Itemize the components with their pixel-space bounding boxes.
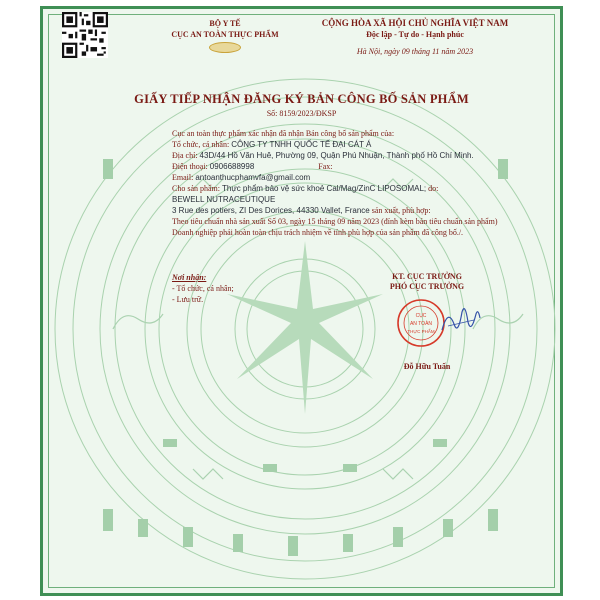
signer-role-line2: PHÓ CỤC TRƯỞNG xyxy=(389,282,465,291)
org-label: Tổ chức, cá nhân: xyxy=(172,140,230,149)
handwritten-signature xyxy=(438,300,484,340)
state-header xyxy=(300,18,530,57)
issuer-header xyxy=(170,18,280,53)
signer-name: Đỗ Hữu Tuấn xyxy=(403,362,451,371)
qr-code xyxy=(62,12,108,58)
product-row xyxy=(172,183,542,194)
document-number: Số: 8159/2023/ĐKSP xyxy=(266,109,337,118)
email-label: Email: xyxy=(172,173,194,182)
national-motto: Độc lập - Tự do - Hạnh phúc xyxy=(366,30,464,39)
address-row xyxy=(172,150,542,161)
org-value: CÔNG TY TNHH QUỐC TẾ ĐẠI CÁT Á xyxy=(231,140,372,149)
fax-label: Fax: xyxy=(318,162,333,171)
address-label: Địa chỉ: xyxy=(172,151,198,160)
email-value: antoanthucphamvfa@gmail.com xyxy=(195,173,311,182)
phone-label: Điện thoại: xyxy=(172,162,208,171)
address-value: 43D/44 Hồ Văn Huê, Phường 09, Quận Phú Nhuận, Thành phố Hồ Chí Minh. xyxy=(199,151,474,160)
department-name: CỤC AN TOÀN THỰC PHẨM xyxy=(171,30,279,39)
country-name: CỘNG HÒA XÃ HỘI CHỦ NGHĨA VIỆT NAM xyxy=(321,18,509,28)
department-emblem xyxy=(209,42,241,53)
document-title: GIẤY TIẾP NHẬN ĐĂNG KÝ BẢN CÔNG BỐ SẢN PHẨM xyxy=(134,92,469,106)
phone-row xyxy=(172,161,542,172)
recipients-heading: Nơi nhận: xyxy=(172,273,207,282)
maker-address: 3 Rue des potiers, ZI Des Dorices, 44330 Vallet, France xyxy=(172,206,370,215)
product-suffix: do: xyxy=(428,184,439,193)
product-label: Cho sản phẩm: xyxy=(172,184,220,193)
phone-value: 0906688998 xyxy=(209,162,255,171)
stamp-text-bottom: THỰC PHẨM xyxy=(407,329,435,334)
stamp-text-mid: AN TOÀN xyxy=(409,321,433,327)
responsibility-text: Doanh nghiệp phải hoàn toàn chịu trách nhiệm về tính phù hợp của sản phẩm đã công bố./. xyxy=(172,228,464,237)
email-row xyxy=(172,172,542,183)
ministry-name: BỘ Y TẾ xyxy=(209,19,241,28)
organization-row xyxy=(172,139,542,150)
intro-text: Cục an toàn thực phẩm xác nhận đã nhận Bản công bố sản phẩm của: xyxy=(172,129,395,138)
maker-name: BEWELL NUTRACEUTIQUE xyxy=(172,195,276,204)
product-value: Thực phẩm bảo vệ sức khoẻ Cal/Mag/ZinC LIPOSOMAL; xyxy=(222,184,427,193)
recipients-block xyxy=(172,272,292,305)
document-body xyxy=(172,128,542,238)
maker-row xyxy=(172,205,542,216)
recipient-item: - Lưu trữ. xyxy=(172,295,204,304)
maker-suffix: sản xuất, phù hợp: xyxy=(371,206,431,215)
standard-text: Theo tiêu chuẩn nhà sản xuất Số 03, ngày 15 tháng 09 năm 2023 (đính kèm bản tiêu chuẩn sản phẩm) xyxy=(172,217,498,226)
signature-title-block xyxy=(352,272,502,292)
signer-role-line1: KT. CỤC TRƯỞNG xyxy=(392,272,462,281)
stamp-text-top: CỤC xyxy=(415,313,427,319)
recipient-item: - Tổ chức, cá nhân; xyxy=(172,284,234,293)
place-date: Hà Nội, ngày 09 tháng 11 năm 2023 xyxy=(356,47,474,56)
